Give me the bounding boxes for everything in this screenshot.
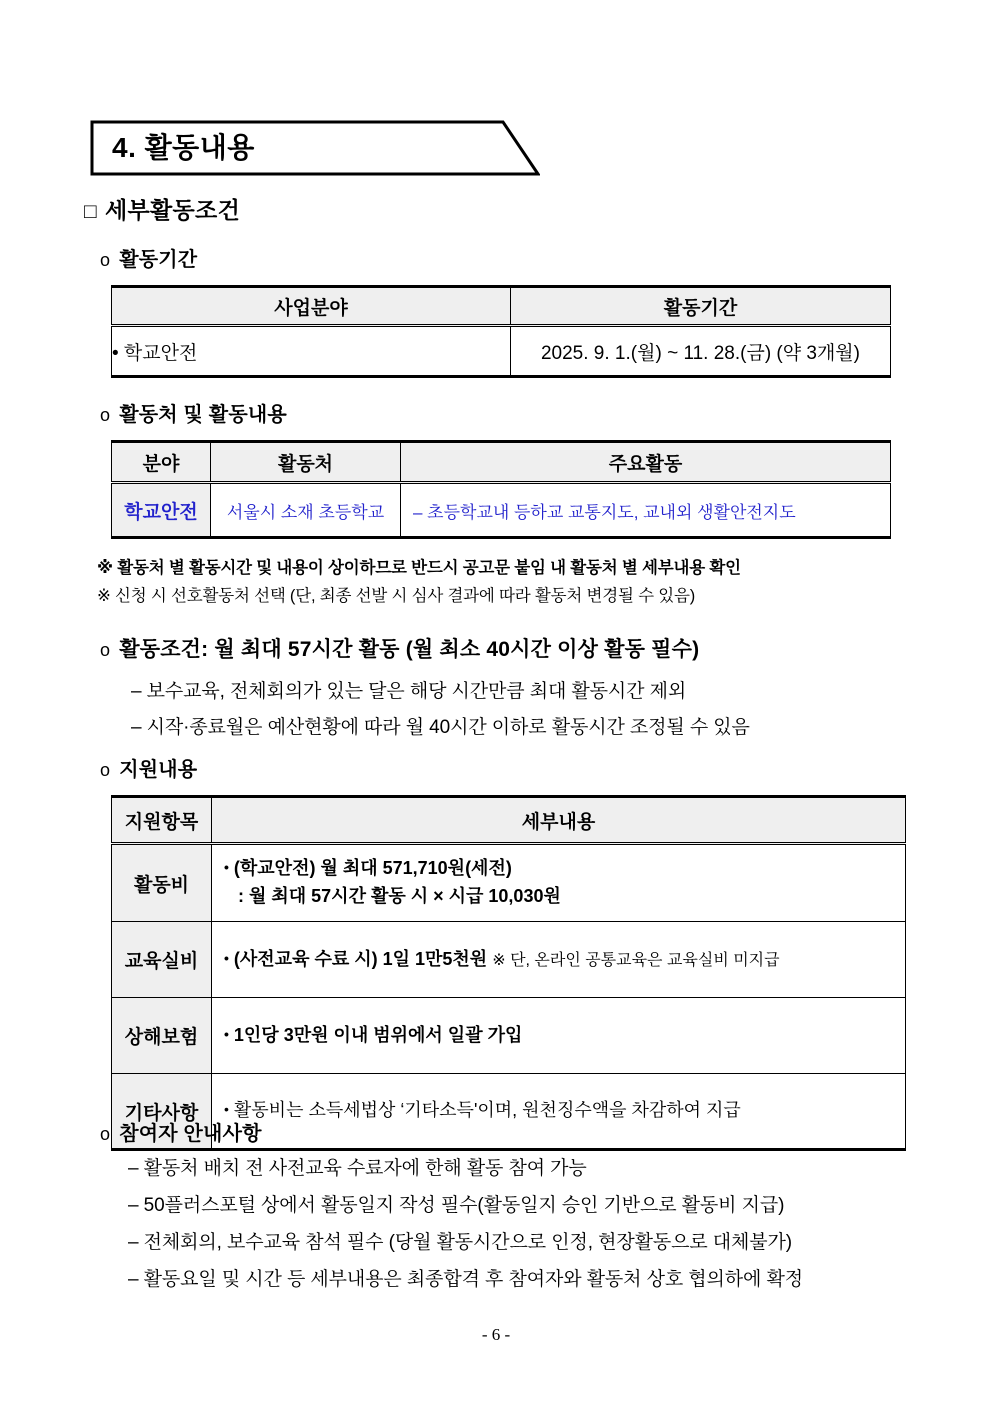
cell-support-item: 상해보험: [112, 998, 212, 1074]
notice-item-2: – 50플러스포털 상에서 활동일지 작성 필수(활동일지 승인 기반으로 활동비 지급): [128, 1195, 785, 1216]
dot-bullet-icon: •: [224, 1025, 229, 1042]
heading-activity-period: [100, 243, 197, 272]
support-detail-line-1: [224, 949, 487, 969]
cell-support-detail: [212, 922, 906, 998]
circle-bullet-icon: o: [100, 640, 111, 660]
table-header-row: [112, 797, 906, 844]
table-row: [112, 326, 891, 377]
heading-participant-notice: [100, 1117, 262, 1146]
circle-bullet-icon: o: [100, 1124, 111, 1144]
heading-activity-condition-label: 활동조건: 월 최대 57시간 활동 (월 최소 40시간 이상 활동 필수): [119, 638, 700, 661]
condition-item-2: – 시작·종료월은 예산현황에 따라 월 40시간 이하로 활동시간 조정될 수 있음: [131, 717, 750, 738]
support-detail-line-2: : 월 최대 57시간 활동 시 × 시급 10,030원: [238, 886, 561, 906]
cell-period: 2025. 9. 1.(월) ~ 11. 28.(금) (약 3개월): [511, 326, 891, 377]
notice-item-4: – 활동요일 및 시간 등 세부내용은 최종합격 후 참여자와 활동처 상호 협의하에 확정: [128, 1269, 803, 1290]
column-header-support-detail: 세부내용: [212, 797, 906, 844]
heading-support-label: 지원내용: [119, 759, 198, 781]
cell-support-item: 기타사항: [112, 1074, 212, 1150]
support-detail-line-1: [224, 858, 512, 878]
notice-item-3: – 전체회의, 보수교육 참석 필수 (당월 활동시간으로 인정, 현장활동으로 대체불가): [128, 1232, 793, 1253]
heading-support: [100, 753, 197, 782]
section-title: 4. 활동내용: [112, 132, 255, 163]
site-note-2: ※ 신청 시 선호활동처 선택 (단, 최종 선발 시 심사 결과에 따라 활동처 변경될 수 있음): [97, 587, 696, 605]
column-header-period: 활동기간: [511, 287, 891, 326]
circle-bullet-icon: o: [100, 250, 111, 270]
column-header-support-item: 지원항목: [112, 797, 212, 844]
dot-bullet-icon: •: [224, 859, 229, 876]
support-detail-line-1-text: 1인당 3만원 이내 범위에서 일괄 가입: [233, 1024, 523, 1045]
cell-support-item: 활동비: [112, 844, 212, 922]
activity-site-table: [111, 440, 891, 539]
site-note-1: ※ 활동처 별 활동시간 및 내용이 상이하므로 반드시 공고문 붙임 내 활동처 별 세부내용 확인: [97, 559, 741, 577]
notice-item-1: – 활동처 배치 전 사전교육 수료자에 한해 활동 참여 가능: [128, 1158, 587, 1179]
heading-participant-notice-label: 참여자 안내사항: [119, 1123, 262, 1145]
support-detail-line-1: [224, 1025, 522, 1045]
dot-bullet-icon: •: [224, 949, 229, 966]
table-row: [112, 998, 906, 1074]
cell-main-activity-label: – 초등학교내 등하교 교통지도, 교내외 생활안전지도: [413, 502, 796, 522]
support-detail-table: [111, 795, 906, 1151]
page-number: - 6 -: [481, 1325, 511, 1344]
cell-support-detail: [212, 1074, 906, 1150]
heading-activity-site: [100, 398, 287, 427]
cell-main-activity: [401, 483, 891, 538]
support-detail-line-1-text: (사전교육 수료 시) 1일 1만5천원: [233, 948, 488, 969]
subsection-heading-label: 세부활동조건: [104, 197, 241, 223]
support-detail-line-1: [224, 1100, 741, 1120]
heading-activity-condition: [100, 633, 699, 663]
cell-field: • 학교안전: [112, 326, 511, 377]
cell-support-item: 교육실비: [112, 922, 212, 998]
section-banner: [90, 120, 540, 176]
cell-area: [112, 483, 211, 538]
cell-place: [211, 483, 401, 538]
subsection-heading: [84, 192, 240, 225]
cell-area-label: 학교안전: [124, 501, 198, 523]
support-detail-line-1-text: 활동비는 소득세법상 ‘기타소득'이며, 원천징수액을 차감하여 지급: [233, 1100, 741, 1121]
square-bullet-icon: □: [84, 200, 97, 223]
column-header-place: 활동처: [211, 442, 401, 483]
table-row: [112, 483, 891, 538]
table-header-row: [112, 287, 891, 326]
circle-bullet-icon: o: [100, 405, 111, 425]
condition-item-1: – 보수교육, 전체회의가 있는 달은 해당 시간만큼 최대 활동시간 제외: [131, 681, 687, 702]
table-row: [112, 922, 906, 998]
circle-bullet-icon: o: [100, 760, 111, 780]
cell-support-detail: [212, 844, 906, 922]
heading-activity-period-label: 활동기간: [119, 249, 198, 271]
table-row: [112, 844, 906, 922]
column-header-area: 분야: [112, 442, 211, 483]
support-detail-line-1-text: (학교안전) 월 최대 571,710원(세전): [233, 858, 512, 879]
dot-bullet-icon: •: [224, 1101, 229, 1118]
heading-activity-site-label: 활동처 및 활동내용: [119, 404, 287, 426]
activity-period-table: [111, 285, 891, 378]
cell-place-label: 서울시 소재 초등학교: [226, 502, 385, 522]
cell-support-detail: [212, 998, 906, 1074]
column-header-main-activity: 주요활동: [401, 442, 891, 483]
table-header-row: [112, 442, 891, 483]
support-detail-note: ※ 단, 온라인 공통교육은 교육실비 미지급: [492, 951, 780, 969]
column-header-field: 사업분야: [112, 287, 511, 326]
